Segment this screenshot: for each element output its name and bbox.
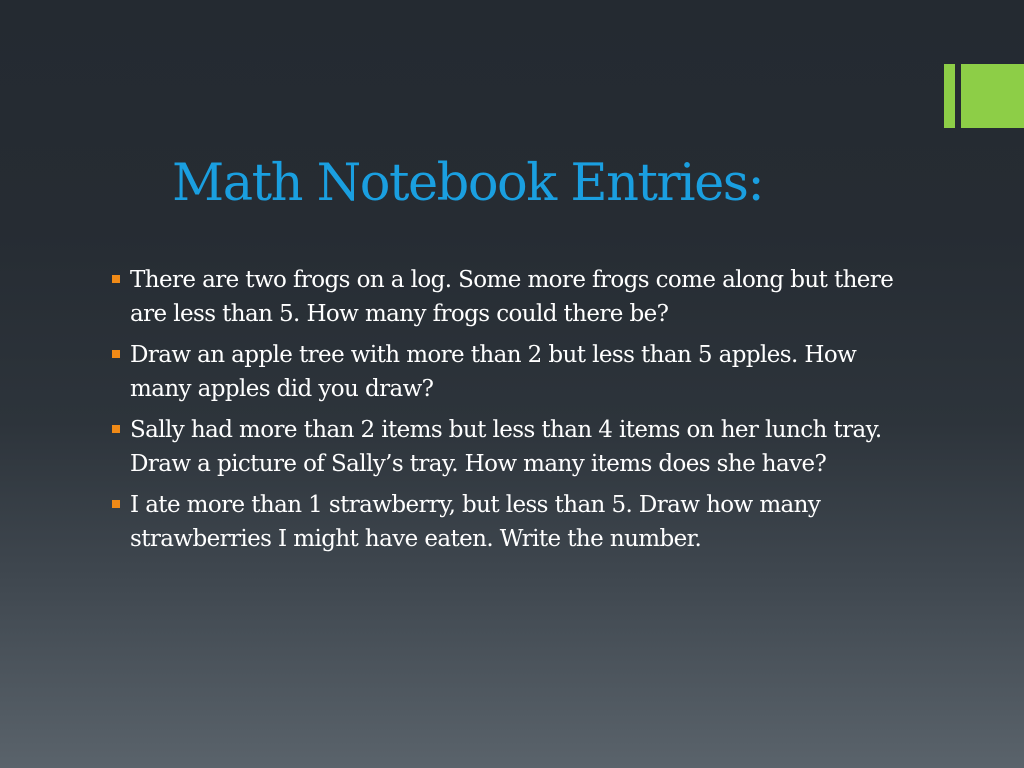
bullet-item (110, 338, 900, 406)
bullet-text: There are two frogs on a log. Some more frogs come along but there are less than 5. How many frogs could there be? (130, 267, 894, 327)
square-bullet-icon (112, 275, 120, 283)
accent-bar-thin (944, 64, 955, 128)
bullet-text: Sally had more than 2 items but less than 4 items on her lunch tray. Draw a picture of Sally’s tray. How many items does she have? (130, 417, 882, 477)
square-bullet-icon (112, 425, 120, 433)
bullet-item (110, 263, 900, 331)
bullet-text: Draw an apple tree with more than 2 but less than 5 apples. How many apples did you draw? (130, 342, 857, 402)
square-bullet-icon (112, 500, 120, 508)
accent-bar-wide (961, 64, 1024, 128)
slide-title: Math Notebook Entries: (172, 154, 764, 213)
square-bullet-icon (112, 350, 120, 358)
bullet-list (110, 263, 900, 563)
bullet-text: I ate more than 1 strawberry, but less than 5. Draw how many strawberries I might have eaten. Write the number. (130, 492, 821, 552)
bullet-item (110, 488, 900, 556)
bullet-item (110, 413, 900, 481)
